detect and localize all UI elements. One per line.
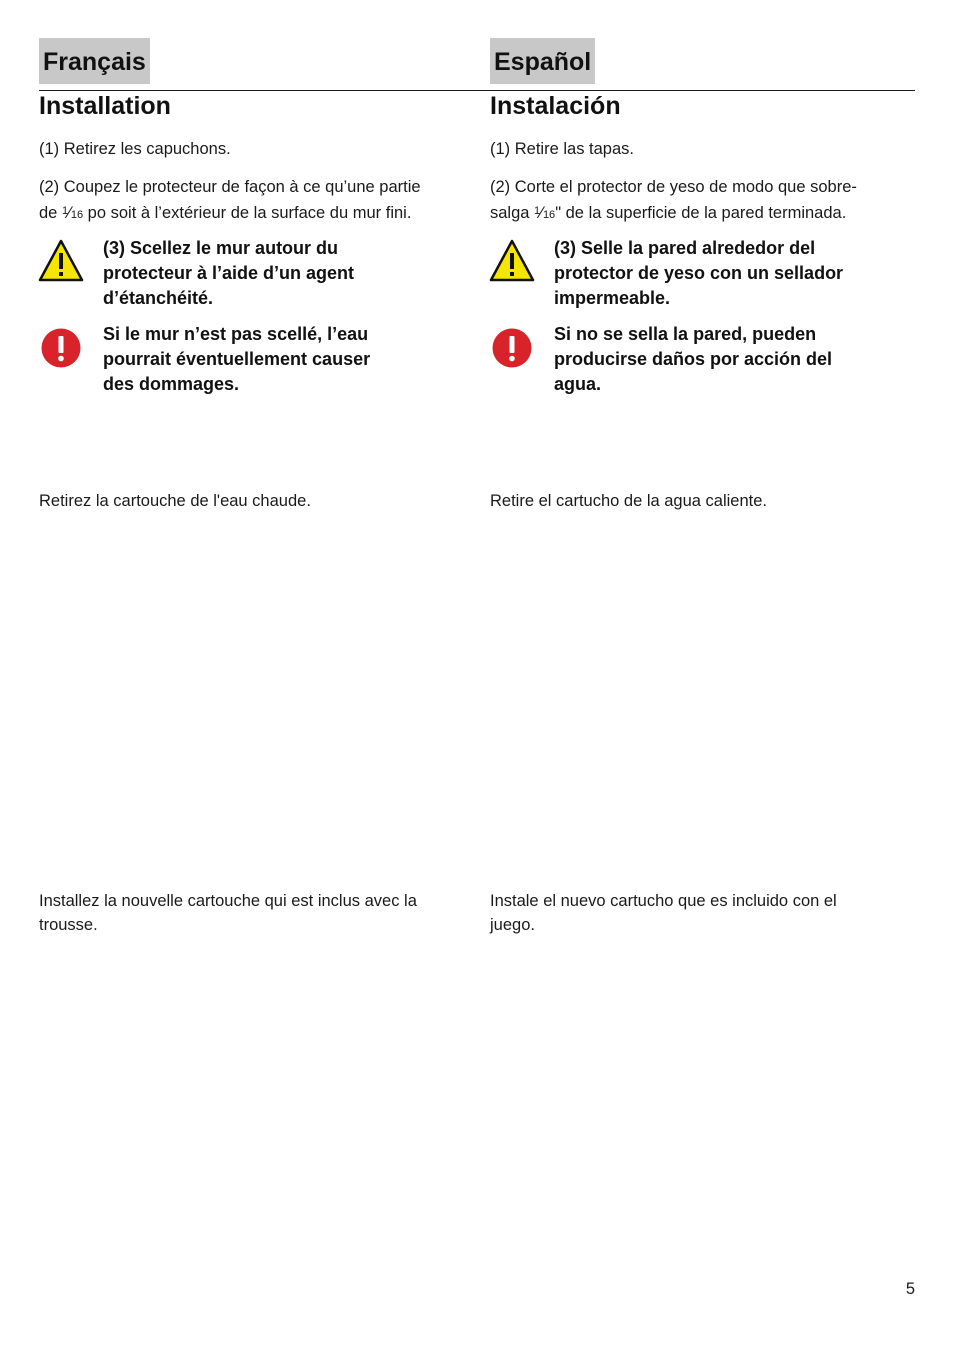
caution-line: Si le mur n’est pas scellé, l’eau	[103, 324, 369, 344]
caution-line: pourrait éventuellement causer	[103, 349, 371, 369]
warning-text-french	[103, 236, 354, 311]
step2-rest-spanish: " de la superficie de la pared terminada.	[555, 204, 847, 222]
caution-text-french	[103, 322, 370, 397]
install-line: Installez la nouvelle cartouche qui est inclus avec la	[39, 892, 417, 910]
caution-line: agua.	[554, 374, 602, 394]
caution-text-spanish	[554, 322, 832, 397]
section-title-spanish: Instalación	[490, 92, 621, 120]
fraction-denominator: 16	[542, 209, 556, 221]
warning-line: impermeable.	[554, 288, 671, 308]
warning-line: (3) Selle la pared alrededor del	[554, 238, 816, 258]
caution-line: des dommages.	[103, 374, 240, 394]
language-label-spanish: Español	[490, 38, 595, 84]
step2-french	[39, 175, 469, 227]
step2-word-french: de	[39, 204, 58, 222]
warning-triangle-icon	[489, 239, 535, 282]
remove-cartridge-spanish: Retire el cartucho de la agua caliente.	[490, 492, 768, 510]
warning-line: protector de yeso con un sellador	[554, 263, 844, 283]
step1-french: (1) Retirez les capuchons.	[39, 140, 231, 158]
install-line: juego.	[490, 916, 535, 934]
step2-rest-french: po soit à l’extérieur de la surface du mur fini.	[83, 204, 412, 222]
remove-cartridge-french: Retirez la cartouche de l'eau chaude.	[39, 492, 311, 510]
warning-text-spanish	[554, 236, 843, 311]
warning-line: d’étanchéité.	[103, 288, 214, 308]
warning-line: (3) Scellez le mur autour du	[103, 238, 339, 258]
install-line: Instale el nuevo cartucho que es incluido con el	[490, 892, 837, 910]
exclamation-circle-icon	[492, 328, 532, 368]
step1-spanish: (1) Retire las tapas.	[490, 140, 634, 158]
install-cartridge-spanish	[490, 889, 915, 937]
caution-line: Si no se sella la pared, pueden	[554, 324, 817, 344]
fraction-denominator: 16	[70, 209, 84, 221]
exclamation-circle-icon	[41, 328, 81, 368]
language-tab-spanish	[490, 38, 915, 84]
step2-line1-french: (2) Coupez le protecteur de façon à ce qu’une partie	[39, 178, 421, 196]
language-label-french: Français	[39, 38, 150, 84]
install-line: trousse.	[39, 916, 98, 934]
step2-word-spanish: salga	[490, 204, 530, 222]
step2-line2-french: de $^1$⁄16 po soit à l’extérieur de la surface du mur fini.	[39, 204, 412, 222]
fraction-numerator: 1	[61, 205, 69, 217]
section-title-french: Installation	[39, 92, 171, 120]
step2-spanish	[490, 175, 915, 227]
fraction-numerator: 1	[534, 205, 541, 217]
language-tab-french	[39, 38, 469, 84]
step2-line1-spanish: (2) Corte el protector de yeso de modo que sobre-	[490, 178, 857, 196]
step2-line2-spanish: salga $^1$⁄16" de la superficie de la pared terminada.	[490, 204, 847, 222]
install-cartridge-french	[39, 889, 469, 937]
page-number: 5	[905, 1280, 915, 1298]
warning-line: protecteur à l’aide d’un agent	[103, 263, 355, 283]
caution-line: producirse daños por acción del	[554, 349, 833, 369]
warning-triangle-icon	[38, 239, 84, 282]
header-rule	[39, 90, 915, 91]
